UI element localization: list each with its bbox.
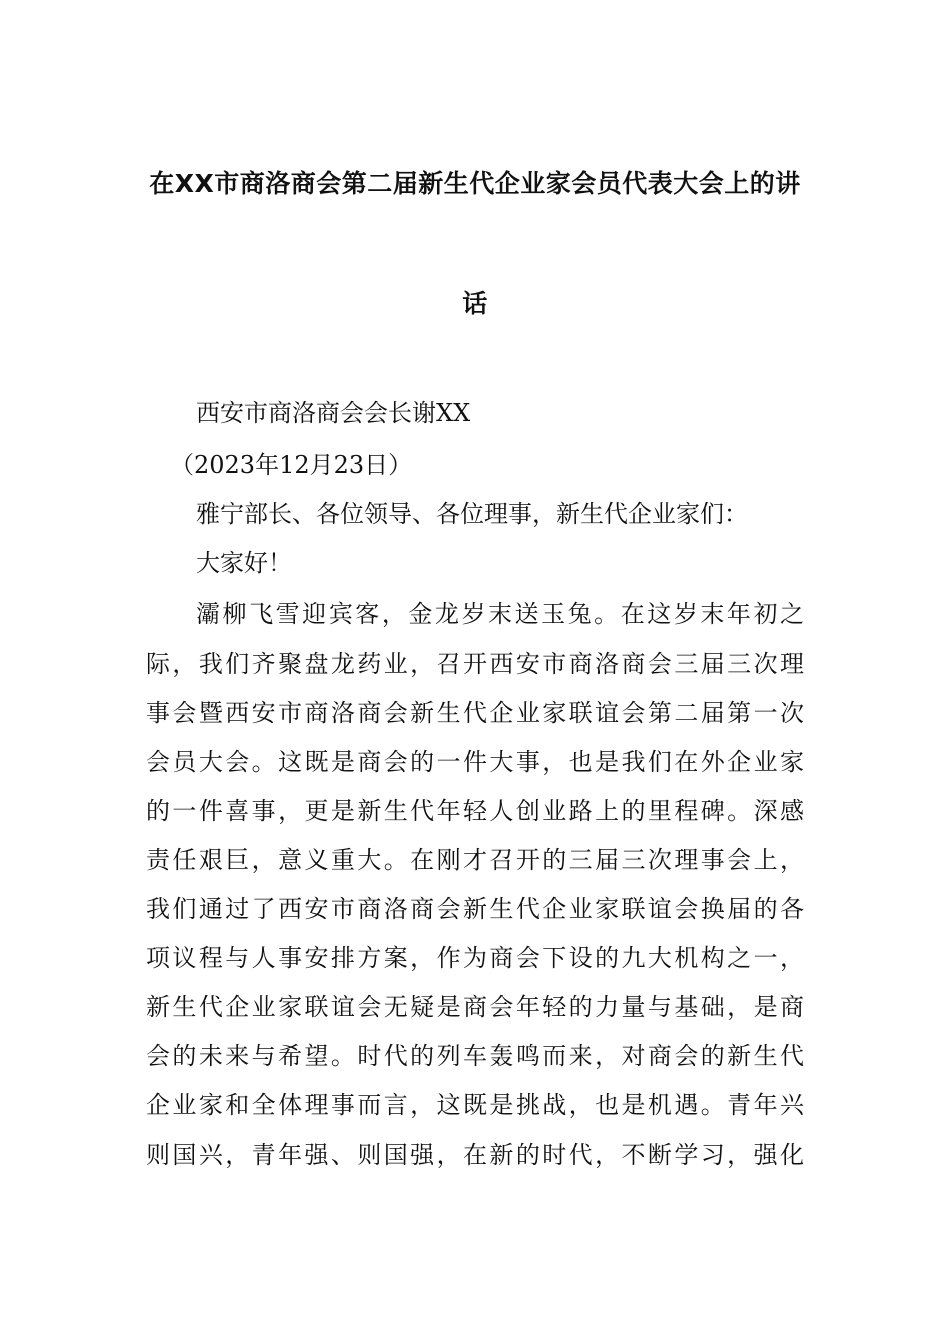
greeting-line: 大家好！ [196, 549, 292, 577]
paragraph-line: 则国兴，青年强、则国强，在新的时代，不断学习，强化 [146, 1141, 804, 1169]
paragraph-line: 际，我们齐聚盘龙药业，召开西安市商洛商会三届三次理 [146, 650, 804, 678]
document-title-line-2: 话 [462, 289, 488, 318]
salutation-line: 雅宁部长、各位领导、各位理事，新生代企业家们： [196, 500, 748, 528]
paragraph-line: 企业家和全体理事而言，这既是挑战，也是机遇。青年兴 [146, 1091, 804, 1119]
paragraph-line: 责任艰巨，意义重大。在刚才召开的三届三次理事会上， [146, 846, 804, 874]
document-title-line-1: 在XX市商洛商会第二届新生代企业家会员代表大会上的讲 [149, 169, 801, 198]
paragraph-line: 项议程与人事安排方案，作为商会下设的九大机构之一， [146, 944, 804, 972]
paragraph-line: 新生代企业家联谊会无疑是商会年轻的力量与基础，是商 [146, 993, 804, 1021]
date-line: （2023年12月23日） [170, 451, 413, 479]
paragraph-line: 的一件喜事，更是新生代年轻人创业路上的里程碑。深感 [146, 797, 804, 825]
paragraph-line: 灞柳飞雪迎宾客，金龙岁末送玉兔。在这岁末年初之 [196, 600, 804, 628]
author-line: 西安市商洛商会会长谢XX [196, 399, 471, 427]
paragraph-line: 会的未来与希望。时代的列车轰鸣而来，对商会的新生代 [146, 1042, 804, 1070]
paragraph-line: 我们通过了西安市商洛商会新生代企业家联谊会换届的各 [146, 895, 804, 923]
paragraph-line: 事会暨西安市商洛商会新生代企业家联谊会第二届第一次 [146, 699, 804, 727]
paragraph-line: 会员大会。这既是商会的一件大事，也是我们在外企业家 [146, 748, 804, 776]
